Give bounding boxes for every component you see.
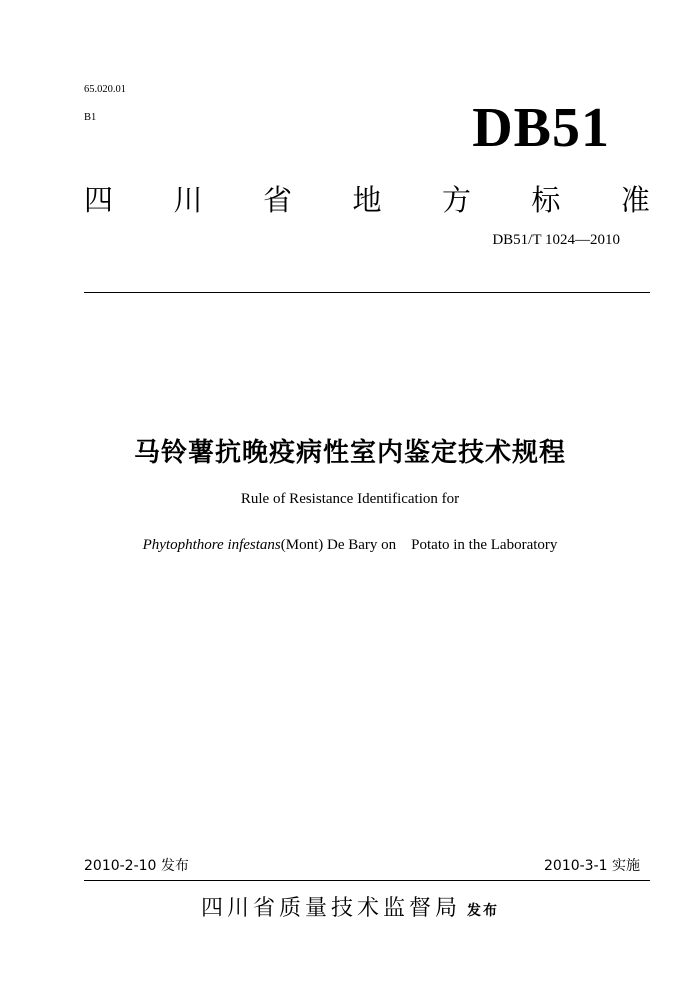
standard-type-char: 省 [262, 183, 292, 217]
english-title-line-2 [0, 537, 700, 554]
standard-type-char: 标 [531, 183, 561, 217]
standard-type-title [84, 178, 650, 219]
chinese-title: 马铃薯抗晚疫病性室内鉴定技术规程 [133, 438, 566, 468]
publisher [0, 891, 700, 922]
top-divider [84, 292, 650, 293]
standard-type-char: 地 [352, 183, 382, 217]
standard-type-char: 准 [620, 183, 650, 217]
standard-type-char: 川 [173, 183, 203, 217]
standard-type-char: 四 [84, 183, 114, 217]
issue-date: 2010-2-10 发布 [84, 858, 189, 874]
english-title-rest: (Mont) De Bary on Potato in the Laboratory [280, 537, 558, 553]
publisher-name: 四川省质量技术监督局 [200, 896, 461, 921]
standard-number: DB51/T 1024—2010 [492, 232, 620, 248]
english-title-species: Phytophthore infestans [142, 537, 281, 553]
publisher-suffix: 发布 [467, 903, 499, 919]
ccs-code: B1 [84, 112, 97, 123]
standard-code: DB51 [472, 97, 610, 159]
ics-code: 65.020.01 [84, 84, 126, 95]
implementation-date: 2010-3-1 实施 [544, 858, 640, 874]
bottom-divider [84, 880, 650, 881]
standard-type-char: 方 [441, 183, 471, 217]
english-title-line-1: Rule of Resistance Identification for [240, 491, 460, 507]
